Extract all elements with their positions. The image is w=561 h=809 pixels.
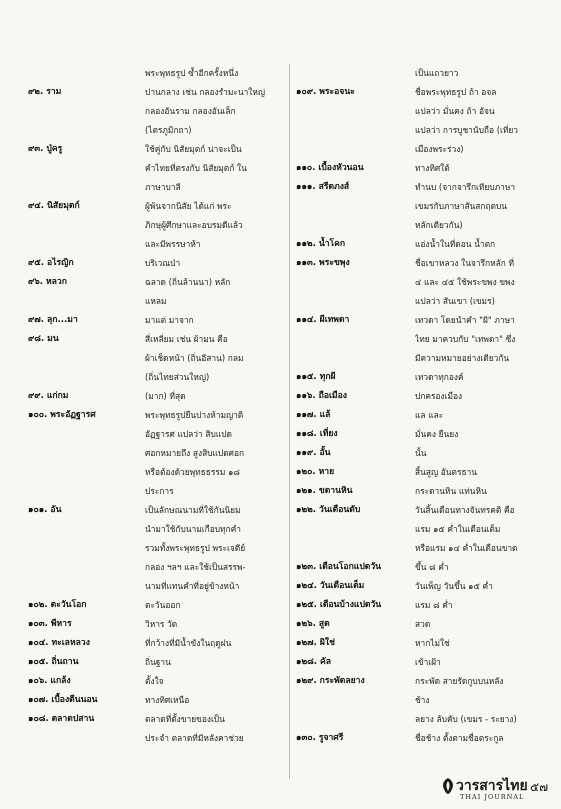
glossary-definition [145,710,286,748]
glossary-term: ๑๐๕. ถิ่นถาน [28,657,79,667]
definition-line: ชื่อช้าง ตั้งตามชื่อตระกูล [415,733,504,743]
glossary-entry [296,653,536,672]
definition-line: ตั้งใจ [145,676,164,686]
glossary-entry [28,672,286,691]
definition-line: คำไทยที่ตรงกับ นิสัยมุตก์ ใน [145,163,247,173]
glossary-definition [415,311,536,368]
definition-line: กระพัด สายรัดกูบบนหลัง [415,676,504,686]
glossary-term: ๑๒๔. วันเดือนเต็ม [296,581,365,591]
glossary-term: ๑๑๖. ถือเมือง [296,391,347,401]
glossary-definition [145,501,286,596]
definition-line: ทางทิศใต้ [415,163,450,173]
glossary-definition [415,387,536,406]
glossary-term: ๙๔. นิสัยมุตก์ [28,201,80,211]
glossary-term: ๙๗. ลุก...มา [28,315,78,325]
definition-line: แปลว่า การบูชานับถือ (เที่ยว [415,125,518,135]
glossary-definition [415,482,536,501]
glossary-entry [296,406,536,425]
definition-line: มีความหมายอย่างเดียวกัน [415,353,510,363]
glossary-definition [145,406,286,501]
glossary-entry [28,406,286,501]
glossary-definition [145,634,286,653]
definition-line: (ไตรภูมิกถา) [145,125,192,135]
definition-line: กลองอันราม กลองอันเล็ก [145,106,236,116]
definition-line: เมืองพระร่วง) [415,144,464,154]
definition-line: สิ้นสูญ อันตรธาน [415,467,477,477]
definition-line: หลักเดียวกัน) [415,220,463,230]
glossary-term: ๙๖. หลวก [28,277,67,287]
glossary-term: ๑๒๖. สูต [296,619,330,629]
definition-line: ใช้คู่กับ นิสัยมุตก์ น่าจะเป็น [145,144,242,154]
glossary-entry [296,235,536,254]
definition-line: ภาษาบาลี [145,182,181,192]
glossary-term: ๙๓. ปู่ครู [28,144,63,154]
glossary-definition [145,387,286,406]
glossary-definition [145,691,286,710]
glossary-entry [296,425,536,444]
definition-line: ๔ และ ๔๕ ใช้พระขพง ขพง [415,277,515,287]
definition-line: แรม ๑๕ ค่ำในเดือนเต็ม [415,524,501,534]
definition-line: (มาก) ที่สุด [145,391,186,401]
glossary-entry [296,368,536,387]
glossary-entry [296,596,536,615]
glossary-definition [415,558,536,577]
glossary-term: ๙๙. แก่กม [28,391,69,401]
glossary-entry [28,710,286,748]
glossary-definition [415,501,536,558]
definition-line: เทวดาทุกองค์ [415,372,464,382]
definition-line: ลยาง ลับคับ (เขมร - ระยาง) [415,714,517,724]
definition-line: วันเพ็ญ วันขึ้น ๑๕ ค่ำ [415,581,493,591]
glossary-term: ๑๒๗. ผิใช่ [296,638,335,648]
definition-line: เขมรกับภาษาสันสกฤตบน [415,201,508,211]
glossary-definition [415,64,536,83]
definition-line: กระดานหิน แท่นหิน [415,486,487,496]
definition-line: แปลว่า สันเขา (เขมร) [415,296,495,306]
glossary-term: ๑๑๐. เบื้องหัวนอน [296,163,364,173]
glossary-term: ๑๒๑. ขดานหิน [296,486,353,496]
definition-line: ถิ่นฐาน [145,657,171,667]
glossary-term: ๙๕. อไรญิก [28,258,74,268]
glossary-definition [415,634,536,653]
definition-line: ไทย มาควบกับ "เทพดา" ซึ่ง [415,334,516,344]
glossary-definition [415,444,536,463]
definition-line: ชื่อเขาหลวง ในจารึกหลัก ที่ [415,258,515,268]
glossary-definition [145,653,286,672]
glossary-definition [415,406,536,425]
definition-line: ทางทิศเหนือ [145,695,190,705]
glossary-definition [415,672,536,729]
definition-line: หากไม่ใช่ [415,638,450,648]
glossary-term: ๙๘. มน [28,334,59,344]
definition-line: ที่กว้างที่มีน้ำขังในฤดูฝน [145,638,232,648]
glossary-definition [145,273,286,311]
definition-line: บริเวณป่า [145,258,181,268]
glossary-definition [415,425,536,444]
glossary-column-right [296,64,536,748]
glossary-entry [296,311,536,368]
definition-line: ปานกลาง เช่น กลองรำมะนาใหญ่ [145,87,266,97]
definition-line: ผู้พ้นจากนิสัย ได้แก่ พระ [145,201,232,211]
definition-line: ผ้าเช็ดหน้า (ถิ่นอีสาน) กลม [145,353,244,363]
glossary-definition [145,615,286,634]
glossary-entry [296,159,536,178]
definition-line: และมีพรรษาห้า [145,239,201,249]
definition-line: แล และ [415,410,444,420]
glossary-term: ๑๐๐. พระอัฏฐารศ [28,410,96,420]
glossary-term: ๑๒๕. เดือนบ้างแปดวัน [296,600,382,610]
definition-line: วิหาร วัด [145,619,178,629]
definition-line: ตลาดที่ตั้งขายของเป็น [145,714,225,724]
definition-line: นามที่แทนคำที่อยู่ข้างหน้า [145,581,240,591]
glossary-term: ๑๒๙. กระพัดลยาง [296,676,365,686]
definition-line: ภิกษุผู้ศึกษาและอบรมดีแล้ว [145,220,243,230]
glossary-term: ๑๑๕. ทุกผี [296,372,336,382]
glossary-definition [415,653,536,672]
glossary-definition [415,729,536,748]
definition-line: เป็นแถวยาว [415,68,459,78]
glossary-term: ๑๒๒. วันเดือนดับ [296,505,361,515]
glossary-entry [296,558,536,577]
glossary-term: ๑๒๘. คัล [296,657,332,667]
glossary-entry [296,634,536,653]
definition-line: ฉลาด (ถิ่นล้านนา) หลัก [145,277,231,287]
definition-line: ปกครองเมือง [415,391,463,401]
glossary-term: ๑๑๒. น้ำโคก [296,239,346,249]
glossary-term: ๑๐๘. ตลาดปสาน [28,714,95,724]
definition-line: มั่นคง ยืนยง [415,429,459,439]
glossary-entry [28,140,286,197]
glossary-entry [296,577,536,596]
glossary-entry [296,672,536,729]
definition-line: ตะวันออก [145,600,181,610]
glossary-entry [296,444,536,463]
glossary-entry [28,83,286,140]
glossary-definition [415,178,536,235]
glossary-entry [296,83,536,159]
glossary-entry [296,254,536,311]
glossary-entry [28,596,286,615]
definition-line: นำมาใช้กับนามเกือบทุกคำ [145,524,241,534]
definition-line: แอ่งน้ำในที่ดอน น้ำตก [415,239,496,249]
definition-line: แปลว่า มั่นคง ถ้า อัจน [415,106,495,116]
definition-line: สวด [415,619,431,629]
glossary-term: ๑๐๓. พีหาร [28,619,72,629]
glossary-entry [296,463,536,482]
glossary-entry [28,653,286,672]
glossary-definition [415,254,536,311]
definition-line: แรม ๘ ค่ำ [415,600,453,610]
glossary-term: ๑๐๑. อัน [28,505,62,515]
definition-line: มาแต่ มาจาก [145,315,194,325]
glossary-entry [296,387,536,406]
definition-line: รวมทั้งพระพุทธรูป พระเจดีย์ [145,543,246,553]
definition-line: เทวดา โดยนำคำ "ผี" ภาษา [415,315,515,325]
glossary-term: ๑๐๙. พระอจนะ [296,87,355,97]
glossary-definition [145,672,286,691]
glossary-definition [415,615,536,634]
glossary-entry [28,197,286,254]
glossary-entry [28,330,286,387]
glossary-entry [28,387,286,406]
glossary-term: ๑๑๑. สรีดภงส์ [296,182,350,192]
definition-line: ชื่อพระพุทธรูป ถ้า อจล [415,87,497,97]
definition-line: หรือต้องด้วยพุทธธรรม ๑๘ [145,467,240,477]
glossary-term: ๑๒๓. เดือนโอกแปดวัน [296,562,382,572]
glossary-term: ๑๑๙. อั้น [296,448,331,458]
glossary-definition [415,596,536,615]
journal-logo [440,776,528,804]
definition-line: ทำนบ (จากจารึกเทียบภาษา [415,182,516,192]
glossary-definition [145,254,286,273]
glossary-entry [28,634,286,653]
glossary-term: ๑๒๐. หาย [296,467,335,477]
glossary-entry [296,178,536,235]
definition-line: วันสิ้นเดือนทางจันทรคติ คือ [415,505,515,515]
definition-line: ขึ้น ๘ ค่ำ [415,562,449,572]
glossary-definition [415,83,536,159]
glossary-term: ๙๒. ราม [28,87,62,97]
glossary-definition [145,83,286,140]
glossary-entry [296,615,536,634]
glossary-definition [145,596,286,615]
glossary-entry [28,501,286,596]
glossary-entry [296,729,536,748]
glossary-definition [145,140,286,197]
glossary-entry [28,64,286,83]
glossary-definition [415,159,536,178]
glossary-definition [415,368,536,387]
definition-line: พระพุทธรูป ซ้ำอีกครั้งหนึ่ง [145,68,239,78]
definition-line: แหลม [145,296,167,306]
glossary-term: ๑๓๐. รูจาศรี [296,733,344,743]
column-divider [289,64,290,779]
journal-logo-subtitle: THAI JOURNAL [460,793,525,801]
glossary-entry [28,691,286,710]
glossary-column-left [28,64,286,748]
definition-line: กลอง ฯลฯ และใช้เป็นสรรพ- [145,562,246,572]
glossary-term: ๑๐๒. ตะวันโอก [28,600,87,610]
glossary-entry [28,615,286,634]
definition-line: ประจำ ตลาดที่มีหลังคาช่วย [145,733,244,743]
glossary-definition [145,330,286,387]
glossary-definition [145,197,286,254]
definition-line: ช้าง [415,695,430,705]
definition-line: ประการ [145,486,174,496]
glossary-entry [296,64,536,83]
glossary-term: ๑๑๗. แล้ [296,410,331,420]
page-number: ๕๗ [530,780,549,794]
definition-line: อัฏฐารศ แปลว่า สิบแปด [145,429,232,439]
journal-emblem-icon [440,777,456,795]
definition-line: เข้าเฝ้า [415,657,441,667]
glossary-term: ๑๐๗. เบื้องตีนนอน [28,695,98,705]
glossary-definition [415,463,536,482]
definition-line: พระพุทธรูปยืนปางห้ามญาติ [145,410,244,420]
glossary-definition [415,235,536,254]
definition-line: เป็นลักษณนามที่ใช้กันนิยม [145,505,241,515]
glossary-entry [296,501,536,558]
glossary-entry [28,273,286,311]
glossary-term: ๑๑๘. เที่ยง [296,429,338,439]
glossary-term: ๑๐๖. แกล้ง [28,676,71,686]
glossary-definition [145,64,286,83]
glossary-term: ๑๑๓. พระขพุง [296,258,350,268]
glossary-entry [28,254,286,273]
definition-line: ศอกหมายถึง สูงสิบแปดศอก [145,448,245,458]
definition-line: หรือแรม ๑๔ ค่ำในเดือนขาด [415,543,518,553]
glossary-term: ๑๑๔. ผีเทพดา [296,315,350,325]
definition-line: นั้น [415,448,427,458]
glossary-term: ๑๐๔. ทะเลหลวง [28,638,90,648]
glossary-entry [296,482,536,501]
journal-logo-title: วารสารไทย [456,778,528,794]
definition-line: (ถิ่นไทยส่วนใหญ่) [145,372,210,382]
glossary-definition [415,577,536,596]
glossary-entry [28,311,286,330]
page-footer [0,776,561,806]
glossary-definition [145,311,286,330]
definition-line: สี่เหลี่ยม เช่น ผ้ามน คือ [145,334,228,344]
